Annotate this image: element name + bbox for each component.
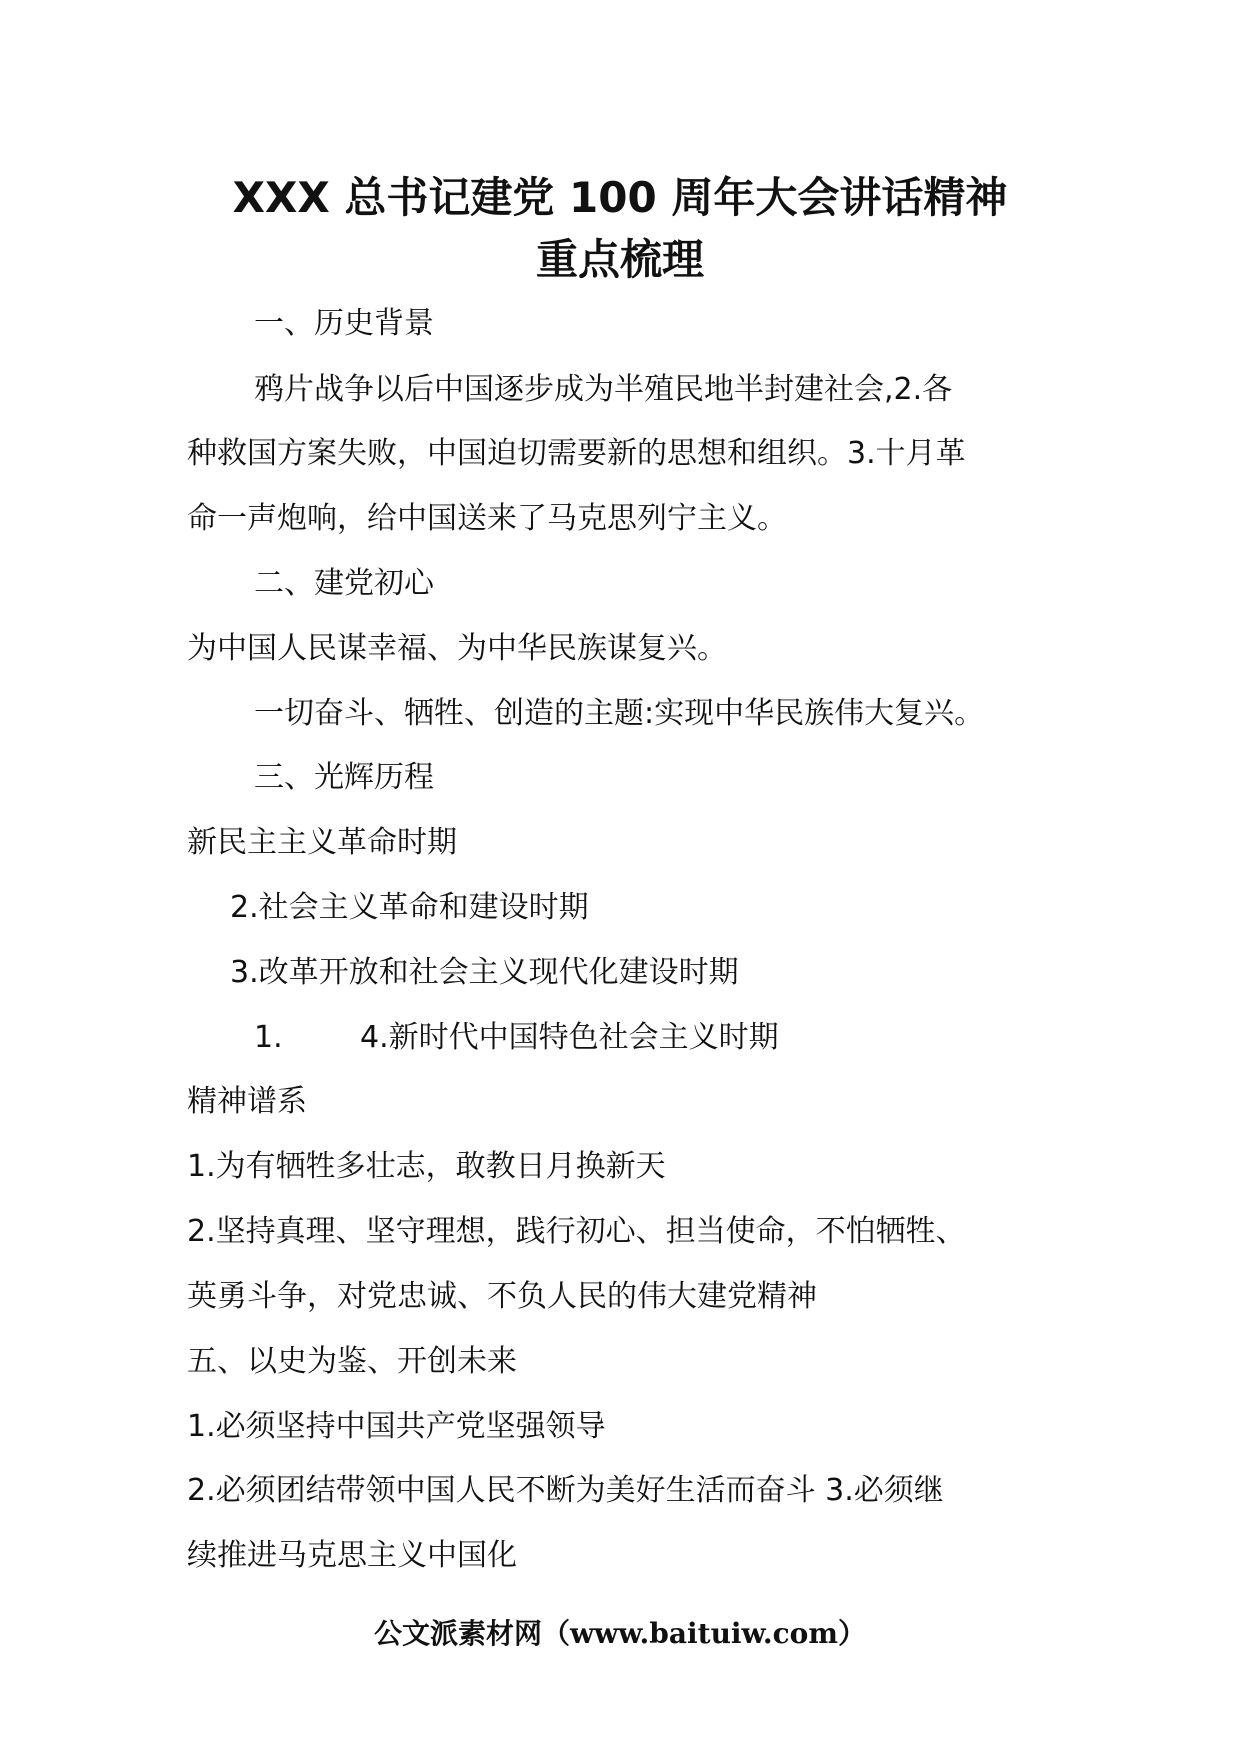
list-item-period-4-text: 4.新时代中国特色社会主义时期 (360, 1020, 779, 1055)
paragraph-history-line-3: 命一声炮响，给中国送来了马克思列宁主义。 (187, 501, 787, 536)
paragraph-original-aspiration: 为中国人民谋幸福、为中华民族谋复兴。 (187, 631, 727, 666)
section-heading-spirit-pedigree: 精神谱系 (187, 1084, 307, 1119)
list-item-spirit-2-line-1: 2.坚持真理、坚守理想，践行初心、担当使命，不怕牺牲、 (187, 1214, 966, 1249)
list-item-future-2-line-1: 2.必须团结带领中国人民不断为美好生活而奋斗 3.必须继 (187, 1473, 944, 1508)
section-heading-original-aspiration: 二、建党初心 (254, 566, 434, 601)
list-item-future-1: 1.必须坚持中国共产党坚强领导 (187, 1409, 606, 1444)
footer-source: 公文派素材网（www.baituiw.com） (374, 1617, 866, 1650)
list-item-spirit-1: 1.为有牺牲多壮志，敢教日月换新天 (187, 1149, 666, 1184)
list-item-period-3: 3.改革开放和社会主义现代化建设时期 (230, 955, 739, 990)
paragraph-theme: 一切奋斗、牺牲、创造的主题:实现中华民族伟大复兴。 (254, 696, 985, 731)
section-heading-future: 五、以史为鉴、开创未来 (187, 1344, 517, 1379)
document-title-line-1: XXX 总书记建党 100 周年大会讲话精神 (232, 173, 1008, 222)
section-heading-history: 一、历史背景 (254, 306, 434, 341)
list-item-period-1: 新民主主义革命时期 (187, 825, 457, 860)
list-number: 1. (254, 1020, 283, 1055)
list-item-future-2-line-2: 续推进马克思主义中国化 (187, 1538, 517, 1573)
paragraph-history-line-2: 种救国方案失败，中国迫切需要新的思想和组织。3.十月革 (187, 436, 966, 471)
paragraph-history-line-1: 鸦片战争以后中国逐步成为半殖民地半封建社会,2.各 (254, 372, 953, 407)
list-item-period-2: 2.社会主义革命和建设时期 (230, 890, 589, 925)
list-item-spirit-2-line-2: 英勇斗争，对党忠诚、不负人民的伟大建党精神 (187, 1279, 817, 1314)
list-item-period-4 (254, 1017, 779, 1059)
section-heading-glorious-course: 三、光辉历程 (254, 760, 434, 795)
document-title-line-2: 重点梳理 (535, 235, 704, 284)
